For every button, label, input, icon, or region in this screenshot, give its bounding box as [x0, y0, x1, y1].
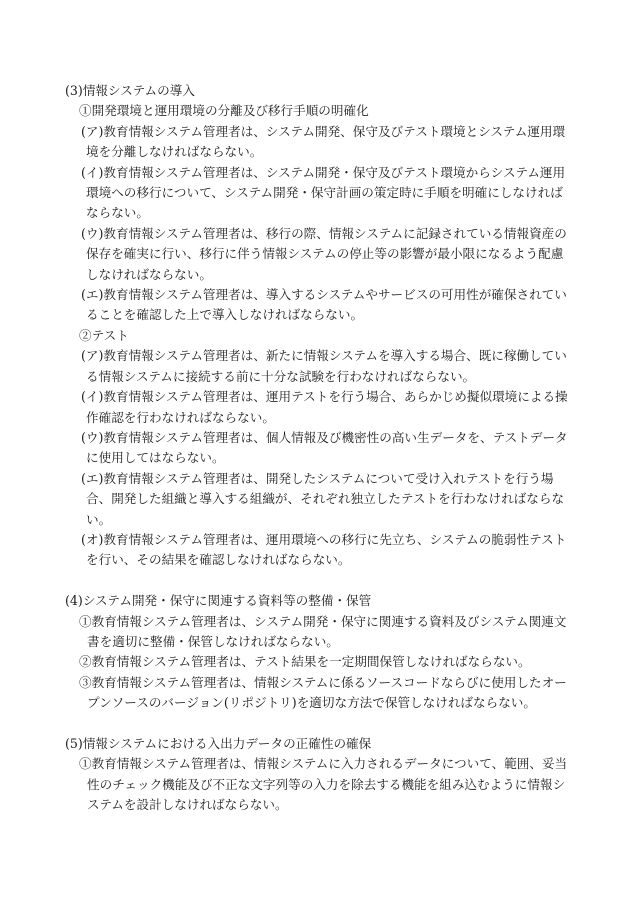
section-5-item-1: ①教育情報システム管理者は、情報システムに入力されるデータについて、範囲、妥当性のチェック機能及び不正な文字列等の入力を除去する機能を組み込むように情報システムを設計しなければならない。 — [79, 756, 568, 813]
section-4-item-1: ①教育情報システム管理者は、システム開発・保守に関連する資料及びシステム関連文書を適切に整備・保管しなければならない。 — [79, 613, 567, 649]
section-5-title: (5)情報システムにおける入出力データの正確性の確保 — [65, 735, 372, 751]
section-3-sub2-item-u: (ウ)教育情報システム管理者は、個人情報及び機密性の高い生データを、テストデータに使用してはならない。 — [81, 429, 568, 466]
section-3-sub1-item-a: (ア)教育情報システム管理者は、システム開発、保守及びテスト環境とシステム運用環境を分離しなければならない。 — [81, 123, 566, 160]
section-3-sub2-item-a: (ア)教育情報システム管理者は、新たに情報システムを導入する場合、既に稼働している情報システムに接続する前に十分な試験を行わなければならない。 — [81, 348, 567, 384]
section-3-title: (3)情報システムの導入 — [65, 83, 195, 98]
section-spacer — [65, 571, 575, 591]
section-4-item-2: ②教育情報システム管理者は、テスト結果を一定期間保管しなければならない。 — [79, 654, 531, 670]
document-body — [65, 81, 575, 816]
section-3-sub2-title: ②テスト — [79, 327, 129, 343]
section-3-sub2-item-e: (エ)教育情報システム管理者は、開発したシステムについて受け入れテストを行う場合、開発した組織と導入する組織が、それぞれ独立したテストを行わなければならない。 — [81, 470, 565, 527]
section-3-sub2-item-i: (イ)教育情報システム管理者は、運用テストを行う場合、あらかじめ擬似環境による操作確認を行わなければならない。 — [81, 389, 568, 425]
section-3-sub1-title: ①開発環境と運用環境の分離及び移行手順の明確化 — [79, 103, 369, 119]
section-spacer — [65, 714, 575, 734]
section-3-sub2-item-o: (オ)教育情報システム管理者は、運用環境への移行に先立ち、システムの脆弱性テストを行い、その結果を確認しなければならない。 — [81, 531, 567, 568]
section-3-sub1-item-e: (エ)教育情報システム管理者は、導入するシステムやサービスの可用性が確保されていることを確認した上で導入しなければならない。 — [81, 287, 567, 323]
section-3-sub1-item-i: (イ)教育情報システム管理者は、システム開発・保守及びテスト環境からシステム運用環境への移行について、システム開発・保守計画の策定時に手順を明確にしなければならない。 — [81, 164, 566, 221]
section-4-title: (4)システム開発・保守に関連する資料等の整備・保管 — [65, 593, 372, 609]
section-3-sub1-item-u: (ウ)教育情報システム管理者は、移行の際、情報システムに記録されている情報資産の保存を確実に行い、移行に伴う情報システムの停止等の影響が最小限になるよう配慮しなければならない。 — [81, 225, 567, 282]
section-4-item-3: ③教育情報システム管理者は、情報システムに係るソースコードならびに使用したオープンソースのバージョン(リポジトリ)を適切な方法で保管しなければならない。 — [79, 674, 567, 711]
